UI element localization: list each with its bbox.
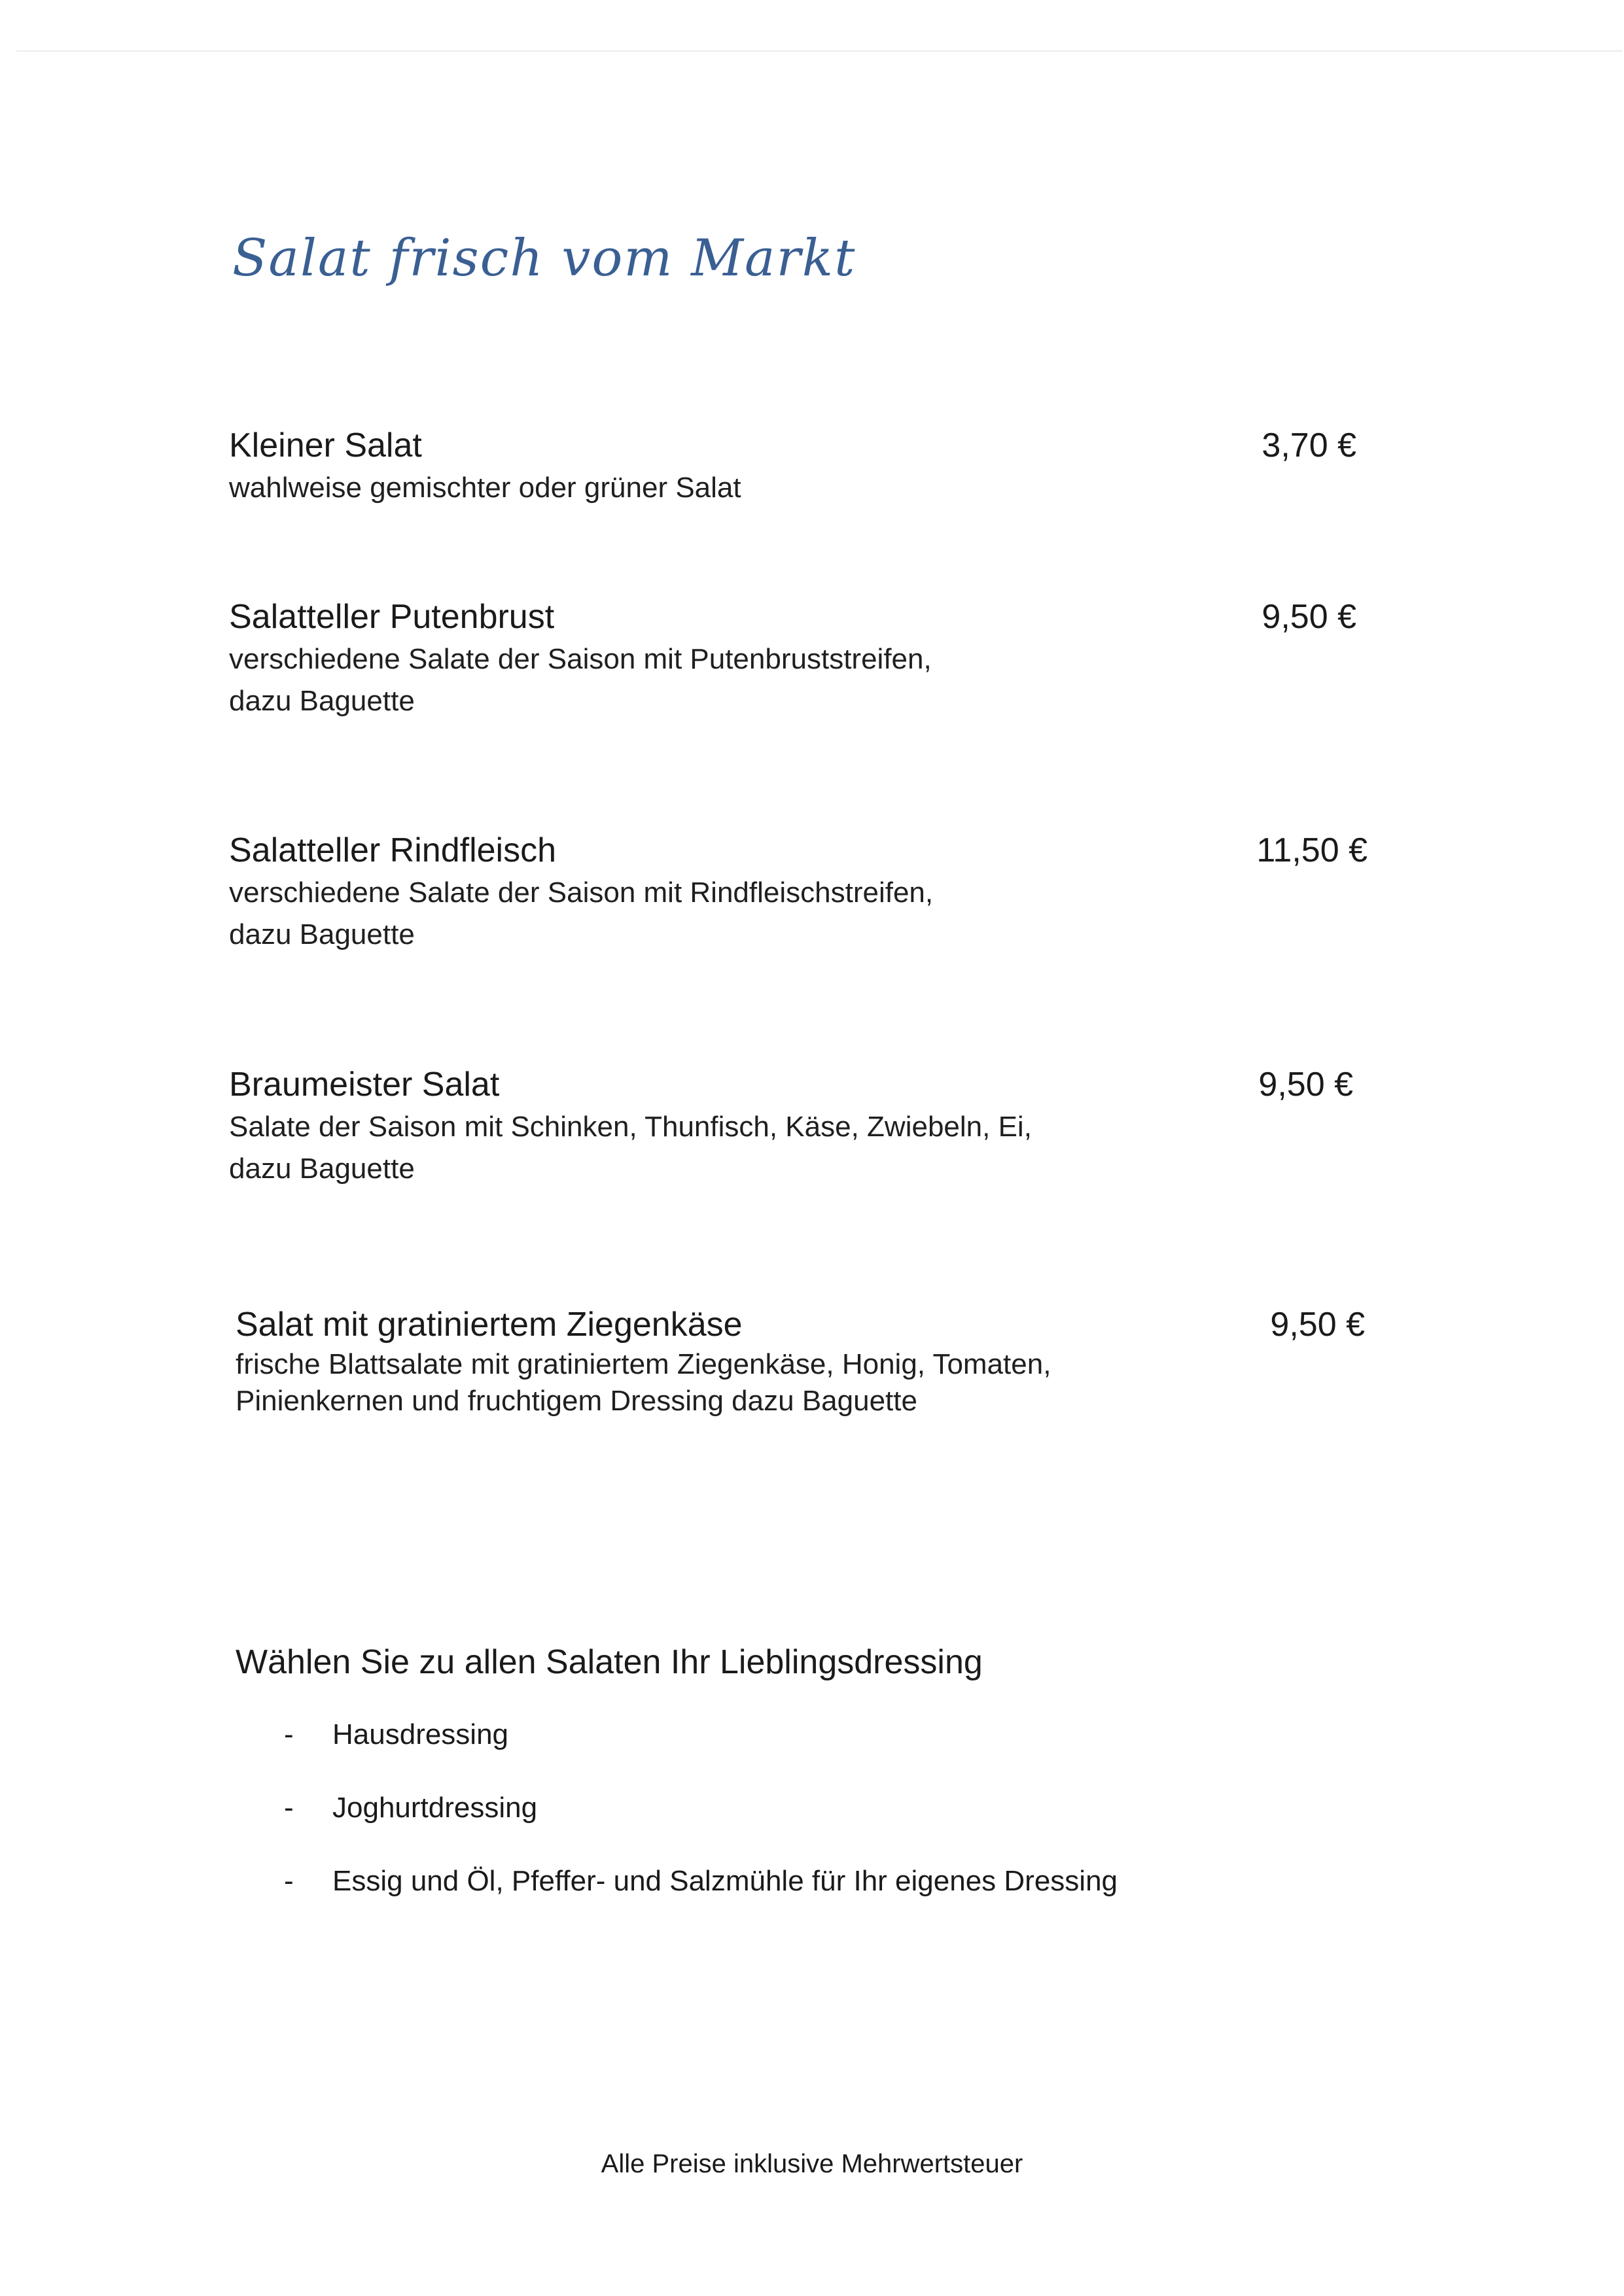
item-name: Salatteller Putenbrust: [229, 598, 555, 636]
dressing-option-label: Essig und Öl, Pfeffer- und Salzmühle für Ihr eigenes Dressing: [332, 1865, 1118, 1897]
item-description-line: dazu Baguette: [229, 1153, 415, 1185]
menu-item-ziegenkaese-salat: [236, 1303, 1368, 1419]
dressing-list: [236, 1714, 1118, 1902]
item-description-line: Pinienkernen und fruchtigem Dressing dazu Baguette: [236, 1385, 917, 1417]
item-description-line: Salate der Saison mit Schinken, Thunfisch, Käse, Zwiebeln, Ei,: [229, 1111, 1032, 1143]
item-description-line: wahlweise gemischter oder grüner Salat: [229, 472, 741, 504]
bullet-dash: -: [284, 1792, 294, 1824]
footer-note: Alle Preise inklusive Mehrwertsteuer: [601, 2149, 1023, 2178]
item-description: [229, 1106, 1158, 1190]
dressing-section: [236, 1641, 1118, 1934]
item-name: Salat mit gratiniertem Ziegenkäse: [236, 1306, 743, 1344]
item-price: 9,50 €: [1258, 1066, 1353, 1104]
item-description-line: verschiedene Salate der Saison mit Putenbruststreifen,: [229, 643, 932, 675]
item-price: 9,50 €: [1270, 1306, 1365, 1344]
item-price: 9,50 €: [1262, 598, 1356, 636]
item-description: [236, 1346, 1165, 1419]
dressing-option: [236, 1860, 1118, 1902]
page-top-rule: [16, 50, 1623, 52]
dressing-option-label: Hausdressing: [332, 1718, 509, 1750]
bullet-dash: -: [284, 1865, 294, 1897]
item-name: Kleiner Salat: [229, 426, 422, 464]
item-name: Salatteller Rindfleisch: [229, 831, 557, 869]
menu-item-salatteller-rindfleisch: [229, 829, 1368, 956]
bullet-dash: -: [284, 1718, 294, 1750]
menu-item-salatteller-putenbrust: [229, 595, 1368, 722]
item-description-line: frische Blattsalate mit gratiniertem Ziegenkäse, Honig, Tomaten,: [236, 1348, 1051, 1380]
dressing-option-label: Joghurtdressing: [332, 1792, 538, 1824]
item-description-line: verschiedene Salate der Saison mit Rindfleischstreifen,: [229, 877, 934, 909]
menu-title: Salat frisch vom Markt: [232, 229, 856, 288]
item-name: Braumeister Salat: [229, 1066, 500, 1104]
dressing-option: [236, 1714, 1118, 1756]
item-description-line: dazu Baguette: [229, 918, 415, 950]
menu-item-kleiner-salat: [229, 424, 1368, 509]
item-description: [229, 872, 1158, 956]
item-price: 11,50 €: [1256, 831, 1368, 869]
item-description: [229, 467, 1158, 509]
item-description-line: dazu Baguette: [229, 685, 415, 717]
dressing-heading: Wählen Sie zu allen Salaten Ihr Lieblingsdressing: [236, 1643, 983, 1681]
item-description: [229, 638, 1158, 722]
item-price: 3,70 €: [1262, 426, 1356, 464]
menu-item-braumeister-salat: [229, 1063, 1368, 1190]
dressing-option: [236, 1787, 1118, 1829]
